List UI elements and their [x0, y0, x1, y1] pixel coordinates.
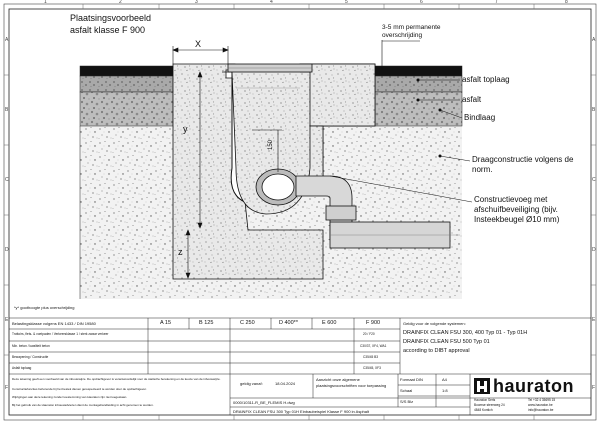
grid-col-label: 6	[420, 0, 423, 5]
grid-row-label: A	[5, 37, 9, 43]
grid-row-label: A	[592, 37, 596, 43]
grid-col-label: 3	[195, 0, 198, 5]
road-layers-right	[375, 66, 462, 126]
drawing-title-line2: asfalt klasse F 900	[70, 25, 146, 35]
hauraton-logo-mark	[474, 378, 490, 394]
system-validity-line: DRAINFIX CLEAN FSU 300, 400 Typ 01 - Typ 01H	[403, 330, 528, 336]
grid-col-label: 8	[565, 0, 568, 5]
grid-row-label: C	[5, 177, 9, 183]
dimension-z-label: z	[178, 247, 183, 257]
spec-row-value: 20 / F20	[363, 332, 375, 336]
company-email: info@hauraton.be	[528, 408, 554, 412]
footnote: *y* goothoogte plus overschrijding	[14, 305, 75, 310]
spec-row-label: Asfalt toplaag	[12, 366, 32, 370]
grid-col-label: 2	[119, 0, 122, 5]
load-class: B 125	[199, 320, 214, 326]
joint-note-line2: overschrijding	[382, 32, 423, 39]
drawing-description: DRAINFIX CLEAN FSU 300 Typ 01H Einbaubeispiel Klasse F 900 in Asphalt	[233, 409, 369, 414]
grid-col-label: 7	[495, 0, 498, 5]
company-address-line: 4848 Kontich	[474, 408, 493, 412]
dimension-x-label: X	[195, 39, 202, 49]
load-class: C 250	[240, 320, 255, 326]
drawing-title-line1: Plaatsingsvoorbeeld	[70, 13, 152, 23]
dimension-y-label: y	[183, 124, 188, 134]
label-joint-line3: Insteekbeugel Ø10 mm)	[474, 215, 560, 224]
spec-row-label: Min. beton / kwaliteit beton	[12, 344, 50, 348]
grid-row-label: E	[592, 317, 596, 323]
note-4: Bij het gebruik van de Hauraton inbouwadviezen dient de montagehandleiding in acht genomen te worden.	[12, 403, 154, 407]
grid-col-label: 5	[345, 0, 348, 5]
load-classes-header: Belastingsklasse volgens EN 1433 / DIN 19580	[12, 321, 96, 326]
system-validity-line: Geldig voor de volgende systemen:	[403, 321, 466, 326]
spec-row-value: C35/45, XF3	[363, 366, 381, 370]
label-binder-course: Bindlaag	[464, 113, 496, 122]
load-class: F 900	[366, 320, 381, 326]
dimension-150-label: 150	[268, 139, 274, 150]
load-class: A 15	[160, 320, 172, 326]
format-value: A4	[442, 377, 447, 382]
label-asphalt: asfalt	[462, 95, 482, 104]
company-address-line: Hauraton Seris	[474, 398, 496, 402]
label-joint-line1: Constructievoeg met	[474, 195, 548, 204]
note-2: Constructiefuncties behorende bij het bestek dienen gerespecteerd te worden door de opdrachtgever.	[12, 387, 147, 391]
remark-line2: plaatsingsvoorschriften voor toepassing	[316, 383, 387, 388]
grid-col-label: 4	[270, 0, 273, 5]
label-asphalt-toplayer: asfalt toplaag	[462, 75, 510, 84]
grid-row-label: B	[5, 107, 9, 113]
format-label: Formaat DIN	[400, 377, 423, 382]
grid-row-label: B	[592, 107, 596, 113]
valid-from-date: 18.04.2024	[275, 381, 296, 386]
scale-value: 1:8	[442, 388, 448, 393]
company-website: www.hauraton.be	[528, 403, 553, 407]
grid-row-label: F	[5, 385, 9, 391]
grid-row-label: D	[592, 247, 596, 253]
spec-row-label: Trottoirs, fiets- & voetpaden / Verkeersklasse 1 / sterk zwaar verkeer	[12, 332, 109, 336]
label-base-course-line2: norm.	[472, 165, 493, 174]
spec-row-label: Bewapening / Constructie	[12, 355, 49, 359]
label-base-course-line1: Draagconstructie volgens de	[472, 155, 574, 164]
grid-row-label: F	[592, 385, 596, 391]
load-class: D 400**	[279, 320, 298, 326]
grid-row-label: E	[5, 317, 9, 323]
scale-label: Schaal	[400, 388, 413, 393]
valid-from-label: geldig vanaf:	[240, 381, 263, 386]
remark-line1: Aanzicht onze algemene	[316, 377, 360, 382]
load-class: E 600	[322, 320, 337, 326]
hauraton-logo-wordmark: hauraton	[493, 376, 575, 396]
spec-row-value: C30/37, XF4, WA1	[360, 344, 387, 348]
grid-row-label: D	[5, 247, 9, 253]
company-phone: Tel +32 4 35695 15	[528, 398, 556, 402]
grid-col-label: 1	[44, 0, 47, 5]
company-address-line: Boomse steenweg 24	[474, 403, 505, 407]
note-3: Wijzigingen aan deze tekening zonder toestemming van Hauraton zijn niet toegestaan.	[12, 395, 128, 399]
road-layers-left	[80, 66, 173, 126]
spec-row-value: C35/45 B3	[363, 355, 379, 359]
label-joint-line2: afschuifbeveiliging (bijv.	[474, 205, 558, 214]
system-validity-line: according to DIBT approval	[403, 348, 470, 354]
joint-note-line1: 3-5 mm permanente	[382, 24, 441, 31]
grid-row-label: C	[592, 177, 596, 183]
note-1: Deze tekening geeft een voorbeeld van de inbouwwijze. De opdrachtgever is verantwoordelijk voor de statische berekening en de keuze van de inbouwwijze.	[12, 377, 221, 381]
sheet-value: S/S Blz	[400, 399, 414, 404]
system-validity-line: DRAINFIX CLEAN FSU 500 Typ 01	[403, 339, 490, 345]
drawing-number: 0000/10311-R_BE_FLEMIS H.dwg	[233, 400, 295, 405]
